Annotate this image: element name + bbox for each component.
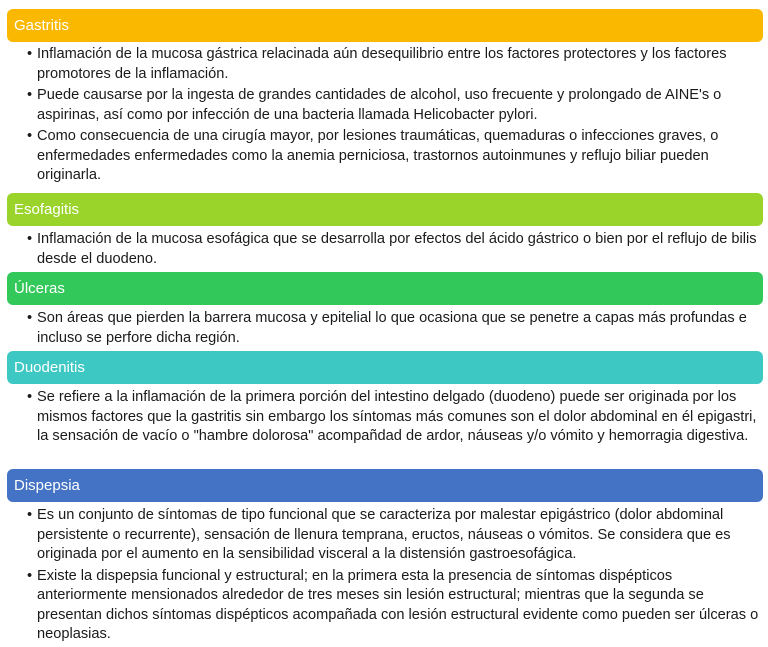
- section-title: Dispepsia: [14, 477, 80, 494]
- section-content-esofagitis: [27, 230, 761, 271]
- list-item: • Inflamación de la mucosa gástrica relacinada aún desequilibrio entre los factores protectores y los factores promotores de la inflamación.: [27, 45, 761, 84]
- list-item: • Son áreas que pierden la barrera mucosa y epitelial lo que ocasiona que se penetre a capas más profundas e incluso se perfore dicha región.: [27, 309, 761, 348]
- bullet-list: [27, 388, 761, 447]
- list-item: • Como consecuencia de una cirugía mayor, por lesiones traumáticas, quemaduras o infecciones graves, o enfermedades enfermedades como la anemia perniciosa, trastornos autoinmunes y reflujo biliar pueden originarla.: [27, 127, 761, 186]
- section-title: Esofagitis: [14, 201, 80, 218]
- bullet-list: [27, 309, 761, 348]
- list-item: • Es un conjunto de síntomas de tipo funcional que se caracteriza por malestar epigástrico (dolor abdominal persistente o recurrente), sensación de llenura temprana, eructos, náuseas o vómitos. Se considera que es originada por el aumento en la sensibilidad visceral a la distensión gastroesofágica.: [27, 506, 761, 565]
- section-header-duodenitis: [7, 351, 763, 384]
- section-content-gastritis: [27, 45, 761, 188]
- list-item: • Existe la dispepsia funcional y estructural; en la primera esta la presencia de síntomas dispépticos anteriormente mensionados alrededor de tres meses sin lesión estructural; mientras que la segunda se presentan dichos síntomas dispépticos acompañada con lesión estructural evidente como pueden ser úlceras o neoplasias.: [27, 567, 761, 645]
- section-content-ulceras: [27, 309, 761, 350]
- bullet-list: [27, 506, 761, 645]
- section-title: Gastritis: [14, 17, 70, 34]
- section-content-duodenitis: [27, 388, 761, 449]
- section-title: Úlceras: [14, 280, 65, 297]
- list-item: • Puede causarse por la ingesta de grandes cantidades de alcohol, uso frecuente y prolongado de AINE's o aspirinas, así como por infección de una bacteria llamada Helicobacter pylori.: [27, 86, 761, 125]
- bullet-list: [27, 230, 761, 269]
- list-item: • Se refiere a la inflamación de la primera porción del intestino delgado (duodeno) puede ser originada por los mismos factores que la gastritis sin embargo los síntomas más comunes son el dolor abdominal en él epigastri, la sensación de vacío o "hambre dolorosa" acompañdad de ardor, náuseas y/o vómito y hemorragia digestiva.: [27, 388, 761, 447]
- section-title: Duodenitis: [14, 359, 85, 376]
- section-header-gastritis: [7, 9, 763, 42]
- section-header-ulceras: [7, 272, 763, 305]
- bullet-list: [27, 45, 761, 186]
- section-content-dispepsia: [27, 506, 761, 647]
- section-header-esofagitis: [7, 193, 763, 226]
- list-item: • Inflamación de la mucosa esofágica que se desarrolla por efectos del ácido gástrico o bien por el reflujo de bilis desde el duodeno.: [27, 230, 761, 269]
- section-header-dispepsia: [7, 469, 763, 502]
